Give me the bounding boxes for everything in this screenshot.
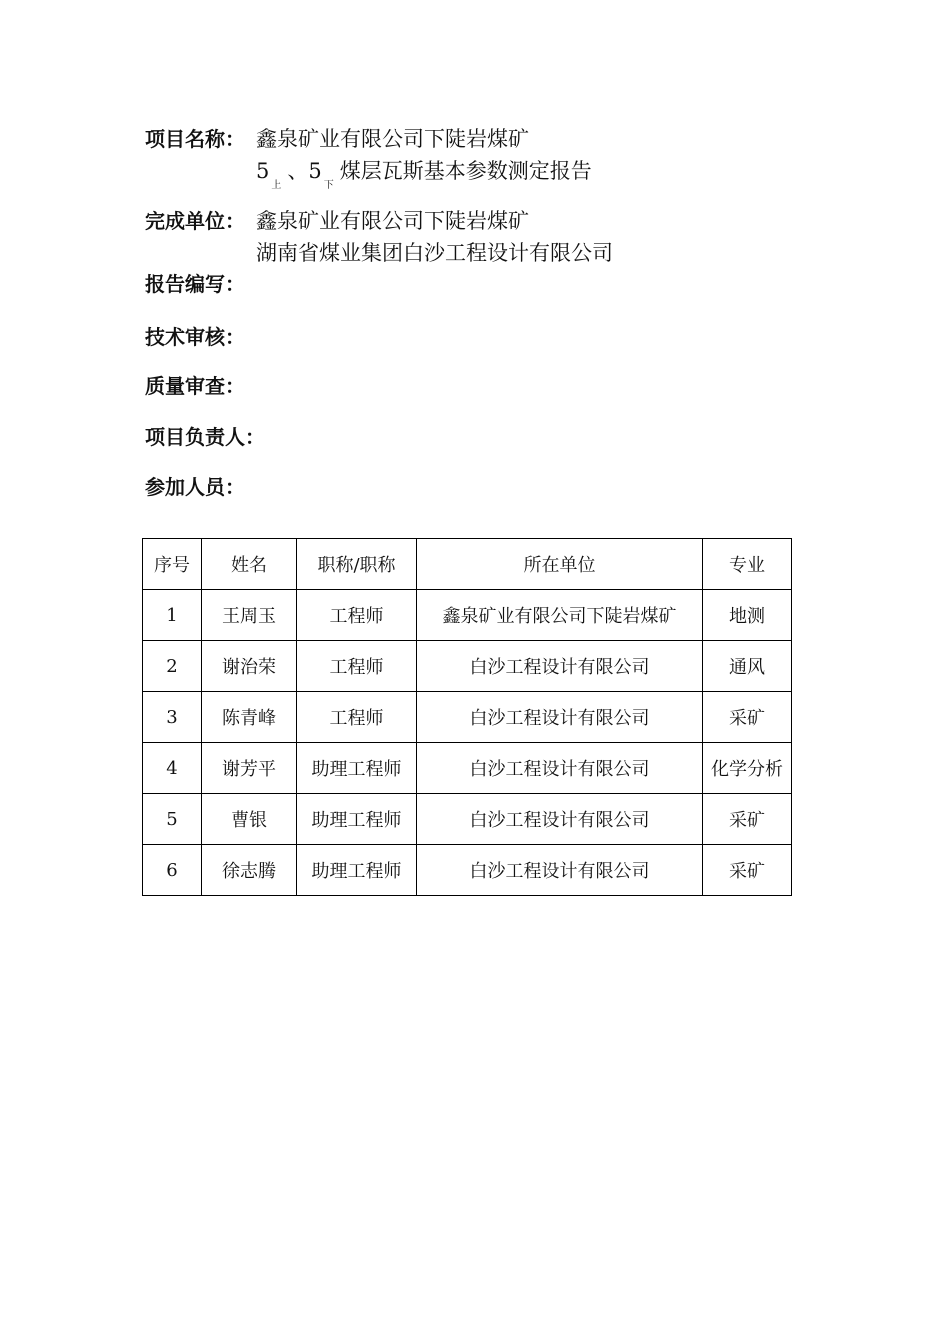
table-cell: 采矿 (703, 794, 792, 845)
table-row (143, 641, 792, 692)
table-cell: 采矿 (703, 845, 792, 896)
table-cell: 采矿 (703, 692, 792, 743)
project-name-rest: 煤层瓦斯基本参数测定报告 (339, 159, 592, 183)
participants-label: 参加人员： (145, 475, 245, 499)
table-cell: 工程师 (297, 692, 417, 743)
table-cell: 工程师 (297, 590, 417, 641)
table-cell: 徐志腾 (202, 845, 297, 896)
table-row (143, 743, 792, 794)
tech-review-label: 技术审核： (145, 325, 245, 349)
completion-unit-line1: 鑫泉矿业有限公司下陡岩煤矿 (256, 209, 529, 233)
table-cell: 助理工程师 (297, 794, 417, 845)
seam-a: 5 (256, 159, 270, 183)
table-row (143, 692, 792, 743)
table-cell: 5 (143, 794, 202, 845)
table-header-row (143, 539, 792, 590)
table-cell: 白沙工程设计有限公司 (417, 641, 703, 692)
table-cell: 通风 (703, 641, 792, 692)
table-row (143, 794, 792, 845)
seam-a-sub: 上 (271, 180, 282, 191)
table-cell: 1 (143, 590, 202, 641)
table-cell: 助理工程师 (297, 845, 417, 896)
table-cell: 陈青峰 (202, 692, 297, 743)
table-cell: 谢治荣 (202, 641, 297, 692)
table-cell: 6 (143, 845, 202, 896)
header-cell: 姓名 (202, 539, 297, 590)
report-writer-label: 报告编写： (145, 272, 245, 296)
quality-review-label: 质量审查： (145, 374, 245, 398)
header-cell: 职称/职称 (297, 539, 417, 590)
table-cell: 3 (143, 692, 202, 743)
table-cell: 2 (143, 641, 202, 692)
table-cell: 谢芳平 (202, 743, 297, 794)
completion-unit-label: 完成单位： (145, 209, 245, 233)
table-cell: 助理工程师 (297, 743, 417, 794)
table-row (143, 590, 792, 641)
table-cell: 曹银 (202, 794, 297, 845)
project-lead-label: 项目负责人： (145, 425, 265, 449)
table-cell: 白沙工程设计有限公司 (417, 845, 703, 896)
project-name-line2 (256, 155, 592, 202)
header-cell: 所在单位 (417, 539, 703, 590)
header-cell: 序号 (143, 539, 202, 590)
table-cell: 白沙工程设计有限公司 (417, 692, 703, 743)
seam-sep: 、 (287, 159, 309, 183)
table-cell: 白沙工程设计有限公司 (417, 794, 703, 845)
table-cell: 鑫泉矿业有限公司下陡岩煤矿 (417, 590, 703, 641)
completion-unit-line2: 湖南省煤业集团白沙工程设计有限公司 (256, 241, 613, 265)
table-cell: 地测 (703, 590, 792, 641)
project-name-label: 项目名称： (145, 127, 245, 151)
table-row (143, 845, 792, 896)
table-cell: 4 (143, 743, 202, 794)
table-cell: 白沙工程设计有限公司 (417, 743, 703, 794)
table-cell: 化学分析 (703, 743, 792, 794)
project-name-line1: 鑫泉矿业有限公司下陡岩煤矿 (256, 127, 529, 151)
seam-b: 5 (308, 159, 322, 183)
staff-table (142, 538, 792, 896)
seam-b-sub: 下 (323, 180, 334, 191)
table-cell: 王周玉 (202, 590, 297, 641)
header-cell: 专业 (703, 539, 792, 590)
table-cell: 工程师 (297, 641, 417, 692)
